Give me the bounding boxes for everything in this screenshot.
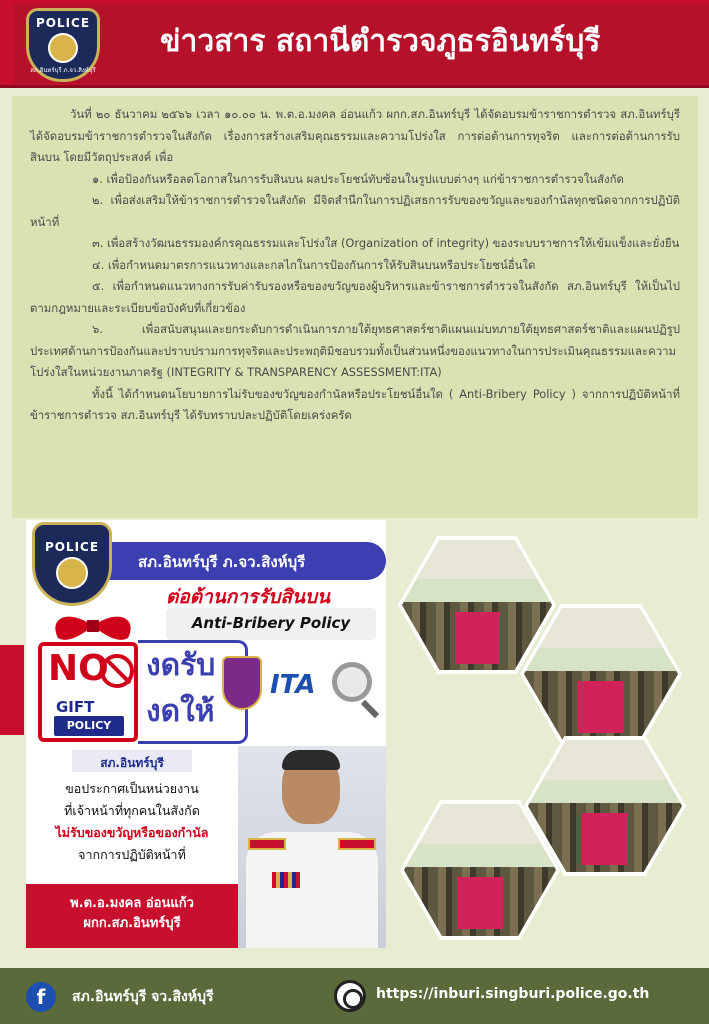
poster-banner: สภ.อินทร์บุรี ภ.จว.สิงห์บุรี (96, 542, 386, 580)
left-accent-bar (0, 645, 24, 735)
facebook-link[interactable]: สภ.อินทร์บุรี จว.สิงห์บุรี (72, 989, 214, 1005)
poster-en-title: Anti-Bribery Policy (166, 608, 376, 640)
facebook-icon[interactable]: f (26, 982, 56, 1012)
poster-signature (26, 884, 238, 948)
notice-line-2: ที่เจ้าหน้าที่ทุกคนในสังกัด (64, 803, 200, 818)
prohibited-icon (100, 654, 134, 688)
badge-text: POLICE (35, 15, 91, 30)
no-gift-sign (38, 642, 138, 742)
poster-police-badge (32, 522, 112, 606)
article-item-4: ๔. เพื่อกำหนดมาตรการแนวทางและกลไกในการป้องกันการให้รับสินบนหรือประโยชน์อื่นใด (92, 257, 536, 272)
notice-line-1: ขอประกาศเป็นหน่วยงาน (65, 781, 199, 796)
slogan-line-1: งดรับ (146, 648, 216, 683)
policy-text: POLICY (54, 716, 124, 736)
magnifier-icon (332, 662, 372, 702)
ita-logo: ITA (270, 670, 316, 700)
gift-bow-icon (38, 608, 148, 644)
slogan-line-2: งดให้ (146, 694, 215, 729)
agency-seal-icon (222, 656, 262, 710)
article-intro: วันที่ ๒๐ ธันวาคม ๒๕๖๖ เวลา ๑๐.๐๐ น. พ.ต.อ.มงคล อ่อนแก้ว ผกก.สภ.อินทร์บุรี ได้จัดอบรมข้าราชการตำรวจ สภ.อินทร์บุรี ได้จัดอบรมข้าราชการตำรวจในสังกัด เรื่องการสร้างเสริมคุณธรรมและความโปร่งใส การต่อต้านการทุจริต และการต่อต้านการรับสินบน โดยมีวัตถุประสงค์ เพื่อ (30, 107, 680, 164)
training-photo-collage (396, 522, 696, 952)
website-icon[interactable] (334, 980, 366, 1012)
poster-emblem-icon (56, 557, 88, 589)
medal-ribbons (272, 872, 300, 888)
notice-line-4: จากการปฏิบัติหน้าที่ (78, 847, 186, 862)
article-closing: ทั้งนี้ ได้กำหนดนโยบายการไม่รับของขวัญของกำนัลหรือประโยชน์อื่นใด ( Anti-Bribery Policy ) จากการปฏิบัติหน้าที่ข้าราชการตำรวจ สภ.อินทร์บุรี ได้รับทราบปละปฏิบัติโดยเคร่งครัด (30, 386, 680, 422)
article-item-1: ๑. เพื่อป้องกันหรือลดโอกาสในการรับสินบน ผลประโยชน์ทับซ้อนในรูปแบบต่างๆ แก่ข้าราชการตำรวจในสังกัด (92, 171, 624, 186)
no-text: NO (48, 648, 109, 689)
anti-bribery-poster (26, 520, 386, 948)
badge-subtext: สภ.อินทร์บุรี ภ.จว.สิงห์บุรี (30, 66, 96, 74)
article-item-3: ๓. เพื่อสร้างวัฒนธรรมองค์กรคุณธรรมและโปร่งใส (Organization of integrity) ของระบบราชการให้เข้มแข็งและยั่งยืน (92, 236, 680, 250)
website-link[interactable]: https://inburi.singburi.police.go.th (376, 986, 650, 1002)
page-footer (0, 968, 709, 1024)
gift-text: GIFT (56, 698, 95, 716)
poster-red-title: ต่อต้านการรับสินบน (166, 586, 331, 608)
article-item-5: ๕. เพื่อกำหนดแนวทางการรับค่ารับรองหรือของขวัญของผู้บริหารและข้าราชการตำรวจในสังกัด สภ.อินทร์บุรี ให้เป็นไปตามกฎหมายและระเบียบข้อบังคับที่เกี่ยวข้อง (30, 279, 680, 315)
sign-title: ผกก.สภ.อินทร์บุรี (83, 916, 181, 931)
officer-portrait (238, 746, 386, 948)
page-title: ข่าวสาร สถานีตำรวจภูธรอินทร์บุรี (160, 24, 601, 59)
article-item-6: ๖. เพื่อสนับสนุนและยกระดับการดำเนินการภายใต้ยุทธศาสตร์ชาติแผนแม่บทภายใต้ยุทธศาสตร์ชาติและแผนปฏิรูปประเทศด้านการป้องกันและปราบปรามการทุจริตและประพฤติมิชอบรวมทั้งเป็นส่วนหนึ่งของแนวทางในการประเมินคุณธรรมและความโปร่งใสในหน่วยงานภาครัฐ (INTEGRITY & TRANSPARENCY ASSESSMENT:ITA) (30, 322, 680, 379)
shoulder-board-left (248, 838, 286, 850)
article-panel (12, 96, 698, 518)
notice-line-3: ไม่รับของขวัญหรือของกำนัล (55, 825, 209, 840)
emblem-icon (48, 33, 78, 63)
page-header (0, 0, 709, 88)
notice-head: สภ.อินทร์บุรี (72, 750, 192, 772)
poster-badge-text: POLICE (44, 539, 100, 554)
police-badge-logo (26, 8, 100, 82)
article-item-2: ๒. เพื่อส่งเสริมให้ข้าราชการตำรวจในสังกัด มีจิตสำนึกในการปฏิเสธการรับของขวัญและของกำนัลทุกชนิดจากการปฏิบัติหน้าที่ (30, 193, 680, 229)
shoulder-board-right (338, 838, 376, 850)
officer-hair (282, 750, 340, 770)
sign-name: พ.ต.อ.มงคล อ่อนแก้ว (70, 896, 194, 911)
